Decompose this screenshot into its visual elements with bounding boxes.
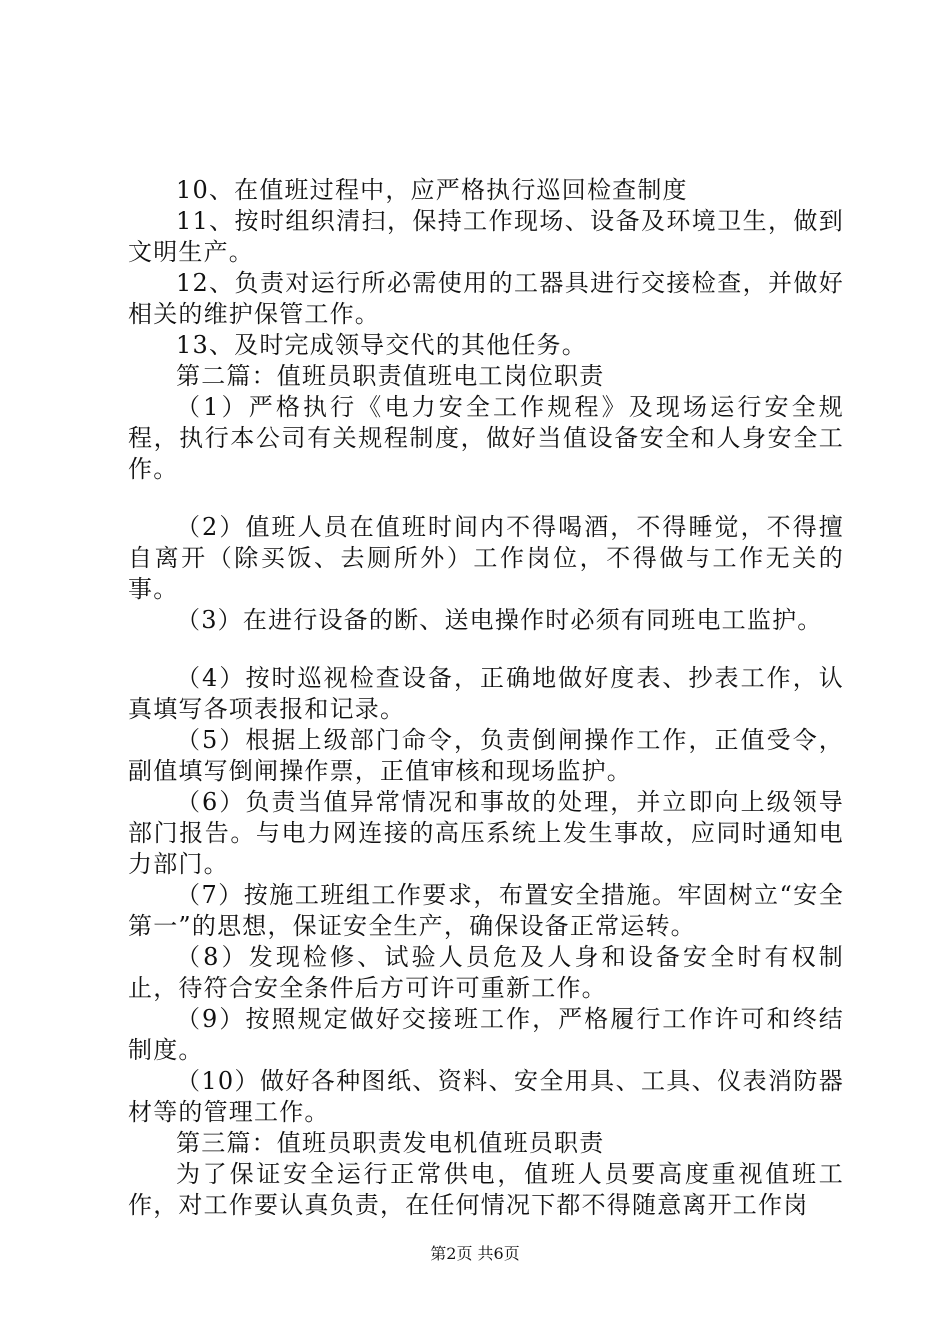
duty-item-5: （5）根据上级部门命令，负责倒闸操作工作，正值受令，副值填写倒闸操作票，正值审核和现场监护。 <box>128 726 844 785</box>
duty-item-7: （7）按施工班组工作要求，布置安全措施。牢固树立“安全第一”的思想，保证安全生产，确保设备正常运转。 <box>128 881 844 940</box>
intro-paragraph-part-three: 为了保证安全运行正常供电，值班人员要高度重视值班工作，对工作要认真负责，在任何情况下都不得随意离开工作岗 <box>128 1160 844 1219</box>
section-heading-part-two: 第二篇：值班员职责值班电工岗位职责 <box>176 362 605 390</box>
duty-item-8: （8）发现检修、试验人员危及人身和设备安全时有权制止，待符合安全条件后方可许可重新工作。 <box>128 943 844 1002</box>
duty-item-2: （2）值班人员在值班时间内不得喝酒，不得睡觉，不得擅自离开（除买饭、去厕所外）工作岗位，不得做与工作无关的事。 <box>128 513 844 603</box>
duty-item-1: （1）严格执行《电力安全工作规程》及现场运行安全规程，执行本公司有关规程制度，做好当值设备安全和人身安全工作。 <box>128 393 844 483</box>
paragraph-item-12: 12、负责对运行所必需使用的工器具进行交接检查，并做好相关的维护保管工作。 <box>128 269 844 328</box>
document-body <box>128 175 844 1221</box>
duty-item-9: （9）按照规定做好交接班工作，严格履行工作许可和终结制度。 <box>128 1005 844 1064</box>
paragraph-item-13: 13、及时完成领导交代的其他任务。 <box>176 331 587 359</box>
paragraph-item-10: 10、在值班过程中，应严格执行巡回检查制度 <box>176 176 688 204</box>
paragraph-item-11: 11、按时组织清扫，保持工作现场、设备及环境卫生，做到文明生产。 <box>128 207 844 266</box>
page-footer: 第2页 共6页 <box>430 1244 520 1263</box>
section-heading-part-three: 第三篇：值班员职责发电机值班员职责 <box>176 1129 605 1157</box>
duty-item-10: （10）做好各种图纸、资料、安全用具、工具、仪表消防器材等的管理工作。 <box>128 1067 844 1126</box>
duty-item-6: （6）负责当值异常情况和事故的处理，并立即向上级领导部门报告。与电力网连接的高压系统上发生事故，应同时通知电力部门。 <box>128 788 844 878</box>
duty-item-4: （4）按时巡视检查设备，正确地做好度表、抄表工作，认真填写各项表报和记录。 <box>128 664 844 723</box>
duty-item-3: （3）在进行设备的断、送电操作时必须有同班电工监护。 <box>176 606 823 634</box>
